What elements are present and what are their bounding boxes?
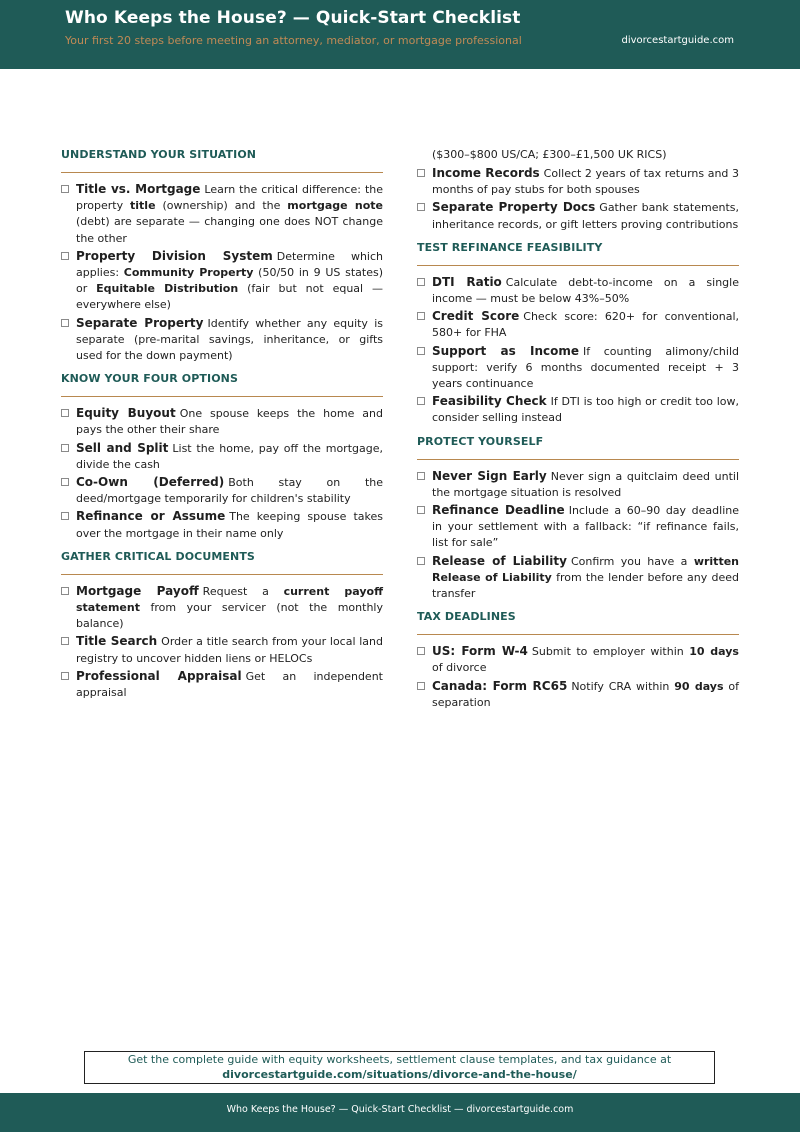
checkbox-icon[interactable] xyxy=(61,444,69,452)
checkbox-icon[interactable] xyxy=(417,506,425,514)
checklist-item xyxy=(61,508,383,541)
item-text: Calculate debt-to-income on a single income — must be below 43%–50% xyxy=(432,275,739,306)
footer-text: Who Keeps the House? — Quick-Start Checklist — divorcestartguide.com xyxy=(226,1104,574,1115)
checklist-item xyxy=(417,274,739,307)
item-name: Release of Liability xyxy=(432,553,567,568)
appraisal-cost-note: ($300–$800 US/CA; £300–£1,500 UK RICS) xyxy=(432,148,667,161)
item-name: Separate Property Docs xyxy=(432,200,596,215)
checklist-item xyxy=(417,308,739,341)
guide-link[interactable]: divorcestartguide.com/situations/divorce-and-the-house/ xyxy=(222,1067,577,1081)
item-emphasis: written Release of Liability xyxy=(432,554,739,584)
item-name: Canada: Form RC65 xyxy=(432,678,568,693)
checklist-item xyxy=(61,248,383,314)
checkbox-icon[interactable] xyxy=(61,185,69,193)
item-text: Gather bank statements, inheritance records, or gift letters proving contributions xyxy=(432,201,739,231)
checklist-item xyxy=(61,633,383,666)
section-title: UNDERSTAND YOUR SITUATION xyxy=(61,148,383,173)
item-name: Never Sign Early xyxy=(432,468,547,483)
item-emphasis: 90 days xyxy=(674,679,724,693)
item-text: Order a title search from your local land registry to uncover hidden liens or HELOCs xyxy=(76,635,383,665)
item-name: DTI Ratio xyxy=(432,274,502,289)
checklist-item xyxy=(61,181,383,247)
guide-callout-text: Get the complete guide with equity worksheets, settlement clause templates, and tax guidance at xyxy=(127,1053,672,1066)
item-text: If counting alimony/child support: verify 6 months documented receipt + 3 years continuance xyxy=(432,344,739,391)
item-name: Title Search xyxy=(76,634,158,649)
checklist-item xyxy=(417,343,739,393)
page-header xyxy=(0,0,800,69)
item-name: Support as Income xyxy=(432,343,580,358)
item-text: (debt) are separate — changing one does NOT change the other xyxy=(76,215,383,245)
section-title: KNOW YOUR FOUR OPTIONS xyxy=(61,372,383,397)
checkbox-icon[interactable] xyxy=(61,512,69,520)
item-name: Refinance or Assume xyxy=(76,509,226,524)
checkbox-icon[interactable] xyxy=(417,557,425,565)
section-options xyxy=(61,372,383,542)
guide-callout xyxy=(84,1051,715,1084)
checkbox-icon[interactable] xyxy=(417,682,425,690)
item-text: Never sign a quitclaim deed until the mortgage situation is resolved xyxy=(432,469,739,499)
item-emphasis: title xyxy=(130,199,156,213)
section-title: TAX DEADLINES xyxy=(417,610,739,635)
section-refinance xyxy=(417,241,739,427)
section-title: TEST REFINANCE FEASIBILITY xyxy=(417,241,739,266)
section-title: GATHER CRITICAL DOCUMENTS xyxy=(61,550,383,575)
section-title: PROTECT YOURSELF xyxy=(417,435,739,460)
checklist-item xyxy=(417,678,739,711)
item-text: If DTI is too high or credit too low, consider selling instead xyxy=(432,395,740,425)
item-name: US: Form W-4 xyxy=(432,644,528,659)
checklist-item xyxy=(417,199,739,232)
section-documents-continued xyxy=(417,147,739,233)
item-text: The keeping spouse takes over the mortgage in their name only xyxy=(76,510,383,540)
item-text: One spouse keeps the home and pays the other their share xyxy=(76,407,383,437)
checklist-item xyxy=(417,643,739,676)
checkbox-icon[interactable] xyxy=(61,409,69,417)
item-emphasis: 10 days xyxy=(689,645,739,659)
page-footer xyxy=(0,1093,800,1132)
item-text: of divorce xyxy=(432,661,487,675)
checklist-item xyxy=(61,583,383,633)
item-text: (50/50 in 9 US states) or xyxy=(76,266,383,296)
checkbox-icon[interactable] xyxy=(417,472,425,480)
checkbox-icon[interactable] xyxy=(61,478,69,486)
item-text: Request a xyxy=(202,584,284,598)
section-tax xyxy=(417,610,739,711)
item-emphasis: Community Property xyxy=(123,266,254,280)
checklist-item xyxy=(417,502,739,552)
item-name: Sell and Split xyxy=(76,440,169,455)
checkbox-icon[interactable] xyxy=(417,203,425,211)
item-emphasis: mortgage note xyxy=(287,199,383,213)
item-name: Income Records xyxy=(432,166,540,180)
checklist-item xyxy=(417,468,739,501)
checklist-item xyxy=(61,405,383,438)
section-documents xyxy=(61,550,383,701)
item-name: Feasibility Check xyxy=(432,394,547,409)
checkbox-icon[interactable] xyxy=(417,169,425,177)
checkbox-icon[interactable] xyxy=(61,637,69,645)
checkbox-icon[interactable] xyxy=(417,312,425,320)
item-text: from your servicer (not the monthly balance) xyxy=(76,601,383,631)
item-text: Determine which applies: xyxy=(76,249,383,280)
item-text: (fair but not equal — everywhere else) xyxy=(76,282,383,312)
header-domain: divorcestartguide.com xyxy=(621,35,734,46)
item-text: Identify whether any equity is separate (pre-marital savings, inheritance, or gifts used for the down payment) xyxy=(76,316,384,363)
item-name: Equity Buyout xyxy=(76,406,176,421)
item-name: Mortgage Payoff xyxy=(76,583,199,598)
checkbox-icon[interactable] xyxy=(417,278,425,286)
item-name: Credit Score xyxy=(432,309,520,324)
checklist-item xyxy=(61,474,383,507)
item-text: Notify CRA within xyxy=(571,679,675,693)
checkbox-icon[interactable] xyxy=(61,252,69,260)
item-text: from the lender before any deed transfer xyxy=(432,570,739,601)
item-name: Separate Property xyxy=(76,315,204,330)
checklist-item xyxy=(417,165,739,198)
item-name: Refinance Deadline xyxy=(432,503,565,518)
left-column xyxy=(61,143,383,709)
checkbox-icon[interactable] xyxy=(417,397,425,405)
checkbox-icon[interactable] xyxy=(417,347,425,355)
item-emphasis: current payoff statement xyxy=(76,584,383,615)
checkbox-icon[interactable] xyxy=(61,672,69,680)
item-text: Collect 2 years of tax returns and 3 months of pay stubs for both spouses xyxy=(432,167,739,197)
item-text: Submit to employer within xyxy=(531,645,690,659)
right-column xyxy=(417,143,739,719)
item-name: Property Division System xyxy=(76,248,273,263)
checklist-item xyxy=(61,315,383,365)
item-text: Get an independent appraisal xyxy=(76,669,383,700)
item-name: Co-Own (Deferred) xyxy=(76,475,225,490)
page-subtitle: Your first 20 steps before meeting an attorney, mediator, or mortgage professional xyxy=(65,34,522,47)
item-name: Title vs. Mortgage xyxy=(76,182,201,196)
section-understand xyxy=(61,148,383,364)
checklist-item xyxy=(417,553,739,603)
checkbox-icon[interactable] xyxy=(417,647,425,655)
checkbox-icon[interactable] xyxy=(61,319,69,327)
checkbox-icon[interactable] xyxy=(61,587,69,595)
item-text: of separation xyxy=(432,679,739,709)
item-text: Include a 60–90 day deadline in your settlement with a fallback: “if refinance fails, list for sale” xyxy=(432,504,739,550)
item-text: Both stay on the deed/mortgage temporarily for children's stability xyxy=(76,476,383,506)
checklist-item xyxy=(61,440,383,473)
checklist-item xyxy=(417,393,739,426)
item-text: Learn the critical difference: the property xyxy=(76,183,384,213)
item-text: List the home, pay off the mortgage, divide the cash xyxy=(76,441,383,471)
checklist-item xyxy=(61,668,383,701)
item-text: Check score: 620+ for conventional, 580+ for FHA xyxy=(432,310,739,340)
item-emphasis: Equitable Distribution xyxy=(96,282,239,296)
section-protect xyxy=(417,435,739,603)
item-name: Professional Appraisal xyxy=(76,668,242,683)
item-text: (ownership) and the xyxy=(155,199,288,213)
item-text: Confirm you have a xyxy=(570,554,694,568)
page-title: Who Keeps the House? — Quick-Start Checklist xyxy=(65,8,521,28)
